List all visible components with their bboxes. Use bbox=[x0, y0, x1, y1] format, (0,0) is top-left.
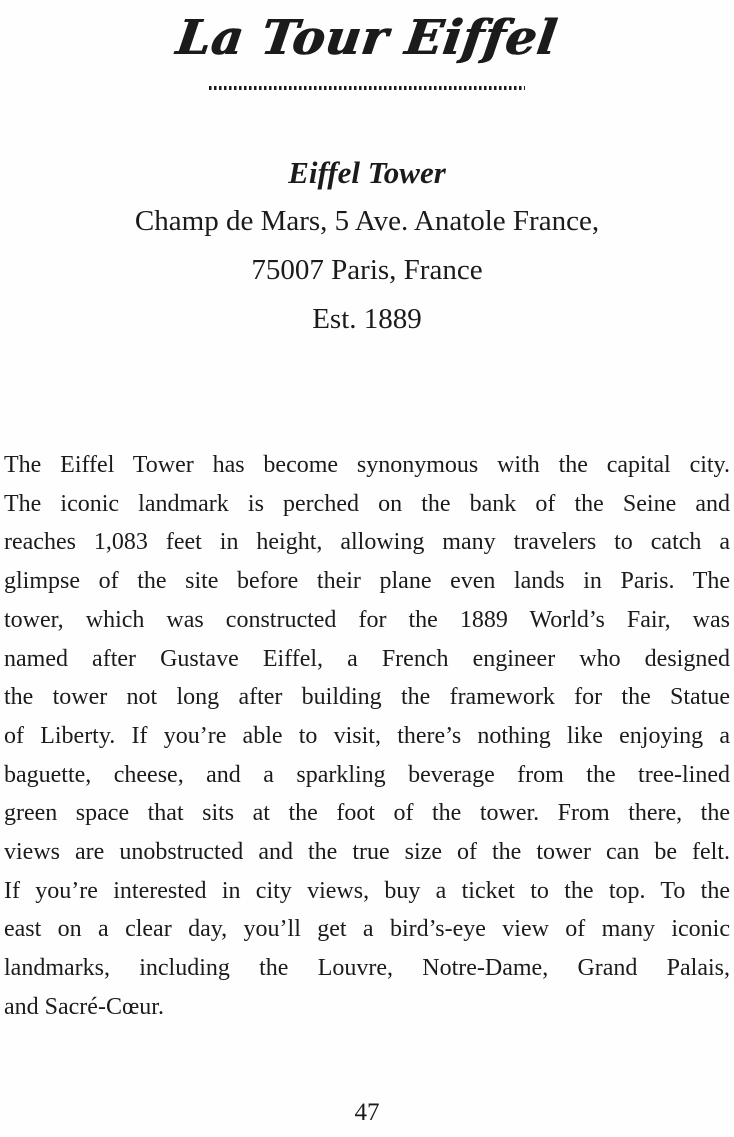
body-line: tower, which was constructed for the 1889 World’s Fair, was bbox=[4, 606, 730, 633]
body-line: views are unobstructed and the true size of the tower can be felt. bbox=[4, 839, 730, 866]
page-number: 47 bbox=[354, 1099, 380, 1126]
landmark-name-heading: Eiffel Tower bbox=[288, 155, 446, 190]
body-paragraph bbox=[4, 446, 730, 1027]
body-line: If you’re interested in city views, buy a ticket to the top. To the bbox=[4, 877, 730, 904]
body-line: east on a clear day, you’ll get a bird’s-eye view of many iconic bbox=[4, 916, 730, 943]
established-date: Est. 1889 bbox=[312, 303, 422, 335]
body-line: and Sacré-Cœur. bbox=[4, 993, 164, 1020]
body-line: reaches 1,083 feet in height, allowing many travelers to catch a bbox=[4, 529, 730, 556]
body-line: landmarks, including the Louvre, Notre-Dame, Grand Palais, bbox=[4, 955, 730, 982]
body-line: the tower not long after building the framework for the Statue bbox=[4, 684, 730, 711]
body-line: green space that sits at the foot of the tower. From there, the bbox=[4, 800, 730, 827]
body-line: named after Gustave Eiffel, a French engineer who designed bbox=[4, 645, 730, 672]
address-line-2: 75007 Paris, France bbox=[251, 254, 483, 286]
body-line: The iconic landmark is perched on the bank of the Seine and bbox=[4, 490, 730, 517]
body-line: baguette, cheese, and a sparkling beverage from the tree-lined bbox=[4, 761, 730, 788]
dotted-divider bbox=[209, 86, 525, 90]
body-line: glimpse of the site before their plane even lands in Paris. The bbox=[4, 568, 730, 595]
address-line-1: Champ de Mars, 5 Ave. Anatole France, bbox=[134, 205, 600, 237]
body-line: The Eiffel Tower has become synonymous with the capital city. bbox=[4, 452, 730, 478]
body-line: of Liberty. If you’re able to visit, there’s nothing like enjoying a bbox=[4, 722, 730, 749]
chapter-title-script: La Tour Eiffel bbox=[173, 10, 561, 66]
